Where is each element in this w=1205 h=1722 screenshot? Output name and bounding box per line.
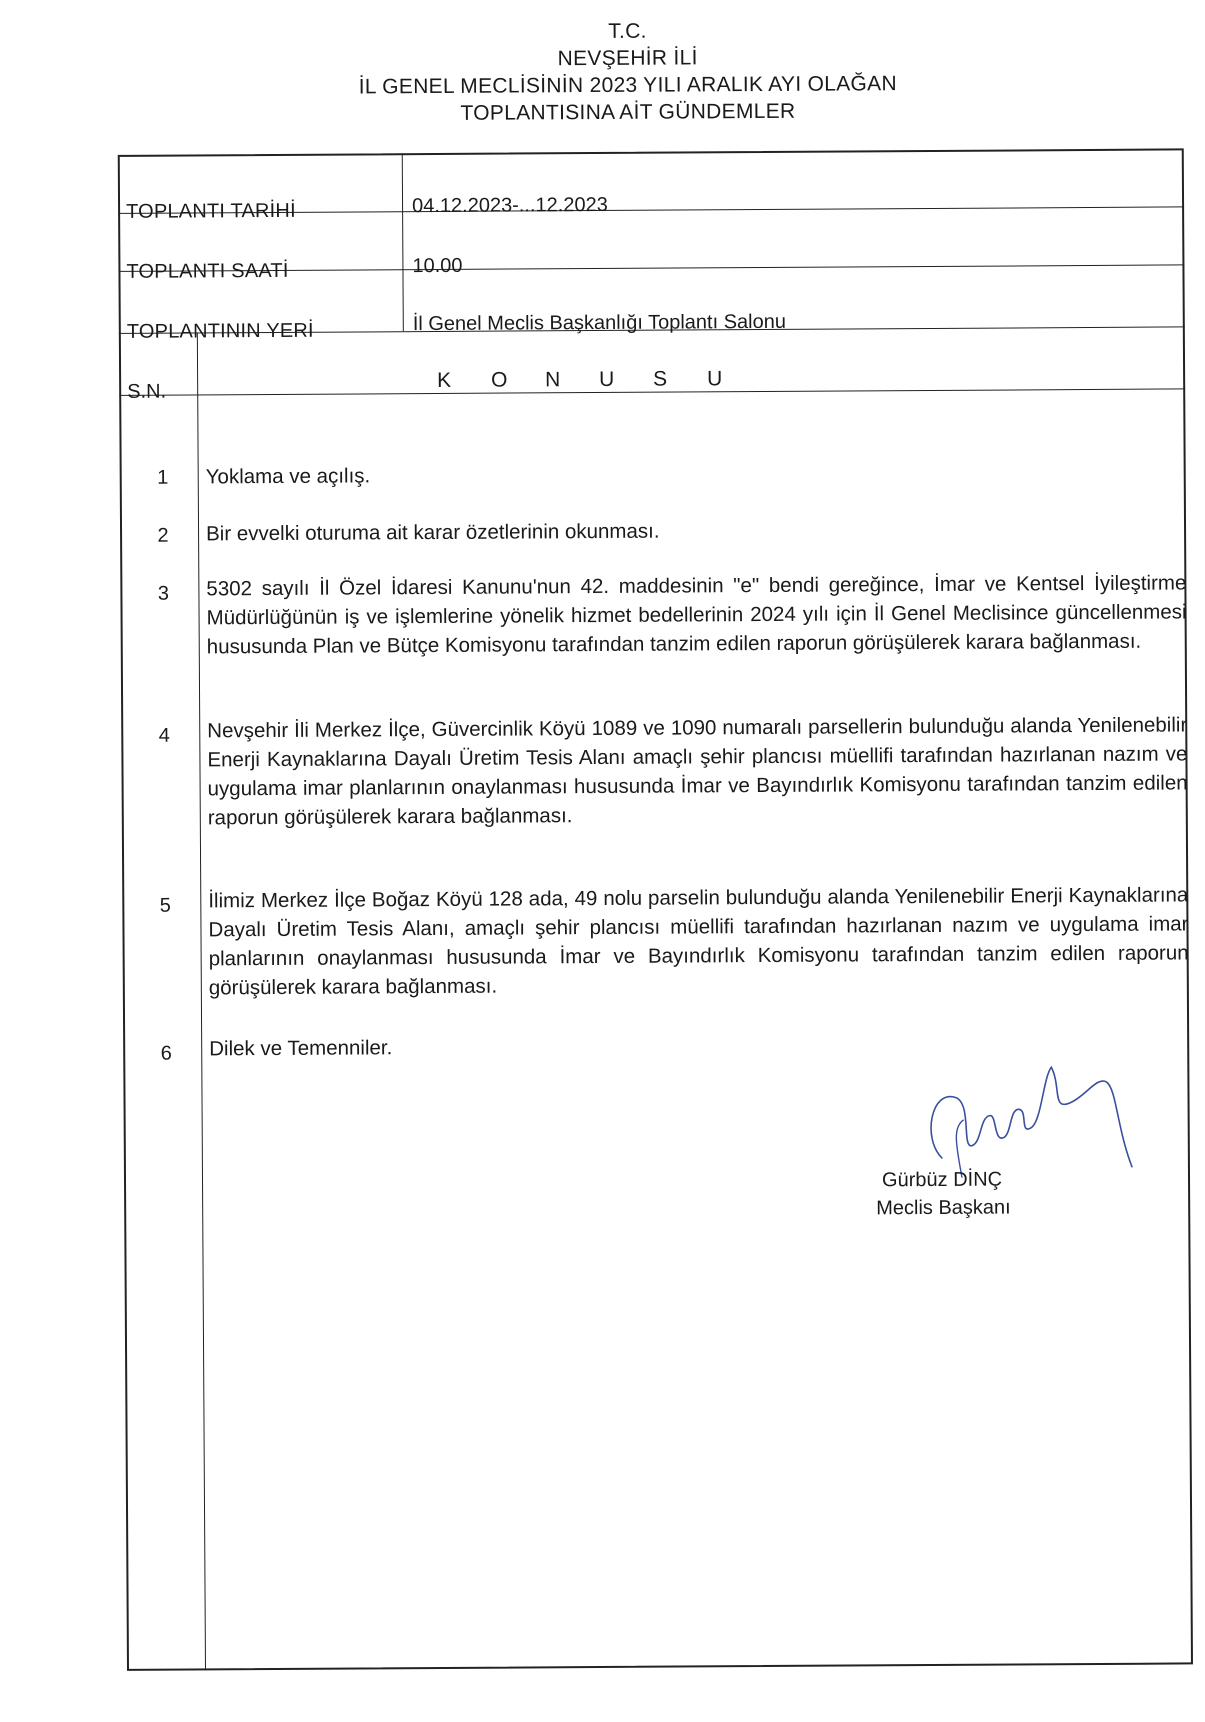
agenda-item-number: 4 xyxy=(158,724,170,747)
signatory-name: Gürbüz DİNÇ xyxy=(881,1168,1003,1192)
document-header xyxy=(0,14,1201,129)
sn-column-header: S.N. xyxy=(127,380,167,403)
subject-letter: O xyxy=(491,368,509,392)
subject-letter: K xyxy=(437,368,453,392)
agenda-item-text: 5302 sayılı İl Özel İdaresi Kanunu'nun 42. maddesinin "e" bendi gereğince, İmar ve Kentsel İyileştirme Müdürlüğünün iş ve işlemlerine yönelik hizmet bedellerinin 2024 yılı için İl Genel Meclisince güncellenmesi hususunda Plan ve Bütçe Komisyonu tarafından tanzim edilen raporun görüşülerek karara bağlanması. xyxy=(206,571,1187,659)
meeting-place-label: TOPLANTININ YERİ xyxy=(126,319,314,343)
agenda-item-text: İlimiz Merkez İlçe Boğaz Köyü 128 ada, 49 nolu parselin bulunduğu alanda Yenilenebilir Enerji Kaynaklarına Dayalı Üretim Tesis Alanı, amaçlı şehir plancısı müellifi tarafından hazırlanan nazım ve uygulama imar planlarının onaylanması hususunda İmar ve Bayındırlık Komisyonu tarafından tanzim edilen raporun görüşülerek karara bağlanması. xyxy=(208,883,1189,1000)
agenda-item-number: 3 xyxy=(157,582,170,605)
agenda-item-number: 6 xyxy=(160,1042,172,1065)
agenda-item-text: Yoklama ve açılış. xyxy=(205,464,371,489)
agenda-item-number: 2 xyxy=(157,524,169,547)
meeting-place-value: İl Genel Meclis Başkanlığı Toplantı Salonu xyxy=(412,310,787,336)
subject-letter: N xyxy=(545,368,562,392)
agenda-item-number: 5 xyxy=(159,894,171,917)
header-line-agenda: TOPLANTISINA AİT GÜNDEMLER xyxy=(460,99,796,125)
meeting-date-label: TOPLANTI TARİHİ xyxy=(126,199,296,223)
meeting-time-label: TOPLANTI SAATİ xyxy=(126,259,289,283)
meeting-time-value: 10.00 xyxy=(412,254,463,278)
signatory-block xyxy=(876,1165,1011,1222)
meeting-date-value: 04.12.2023-...12.2023 xyxy=(411,193,608,218)
subject-letter: U xyxy=(599,367,616,391)
handwritten-signature xyxy=(901,1027,1142,1178)
header-line-tc: T.C. xyxy=(608,19,647,43)
agenda-item-text: Dilek ve Temenniler. xyxy=(209,1036,393,1061)
header-line-province: NEVŞEHİR İLİ xyxy=(557,46,698,71)
header-line-council: İL GENEL MECLİSİNİN 2023 YILI ARALIK AYI OLAĞAN xyxy=(358,72,897,99)
agenda-item-number: 1 xyxy=(157,466,169,489)
signatory-title: Meclis Başkanı xyxy=(876,1196,1011,1220)
subject-letter: S xyxy=(653,367,669,391)
subject-letter: U xyxy=(707,367,724,391)
agenda-item-text: Bir evvelki oturuma ait karar özetlerinin okunması. xyxy=(205,519,660,546)
subject-column-header xyxy=(437,367,761,393)
agenda-item-text: Nevşehir İli Merkez İlçe, Güvercinlik Köyü 1089 ve 1090 numaralı parsellerin bulunduğu alanda Yenilenebilir Enerji Kaynaklarına Dayalı Üretim Tesis Alanı amaçlı şehir plancısı müellifi tarafından hazırlanan nazım ve uygulama imar planlarının onaylanması hususunda İmar ve Bayındırlık Komisyonu tarafından tanzim edilen raporun görüşülerek karara bağlanması. xyxy=(207,713,1188,830)
